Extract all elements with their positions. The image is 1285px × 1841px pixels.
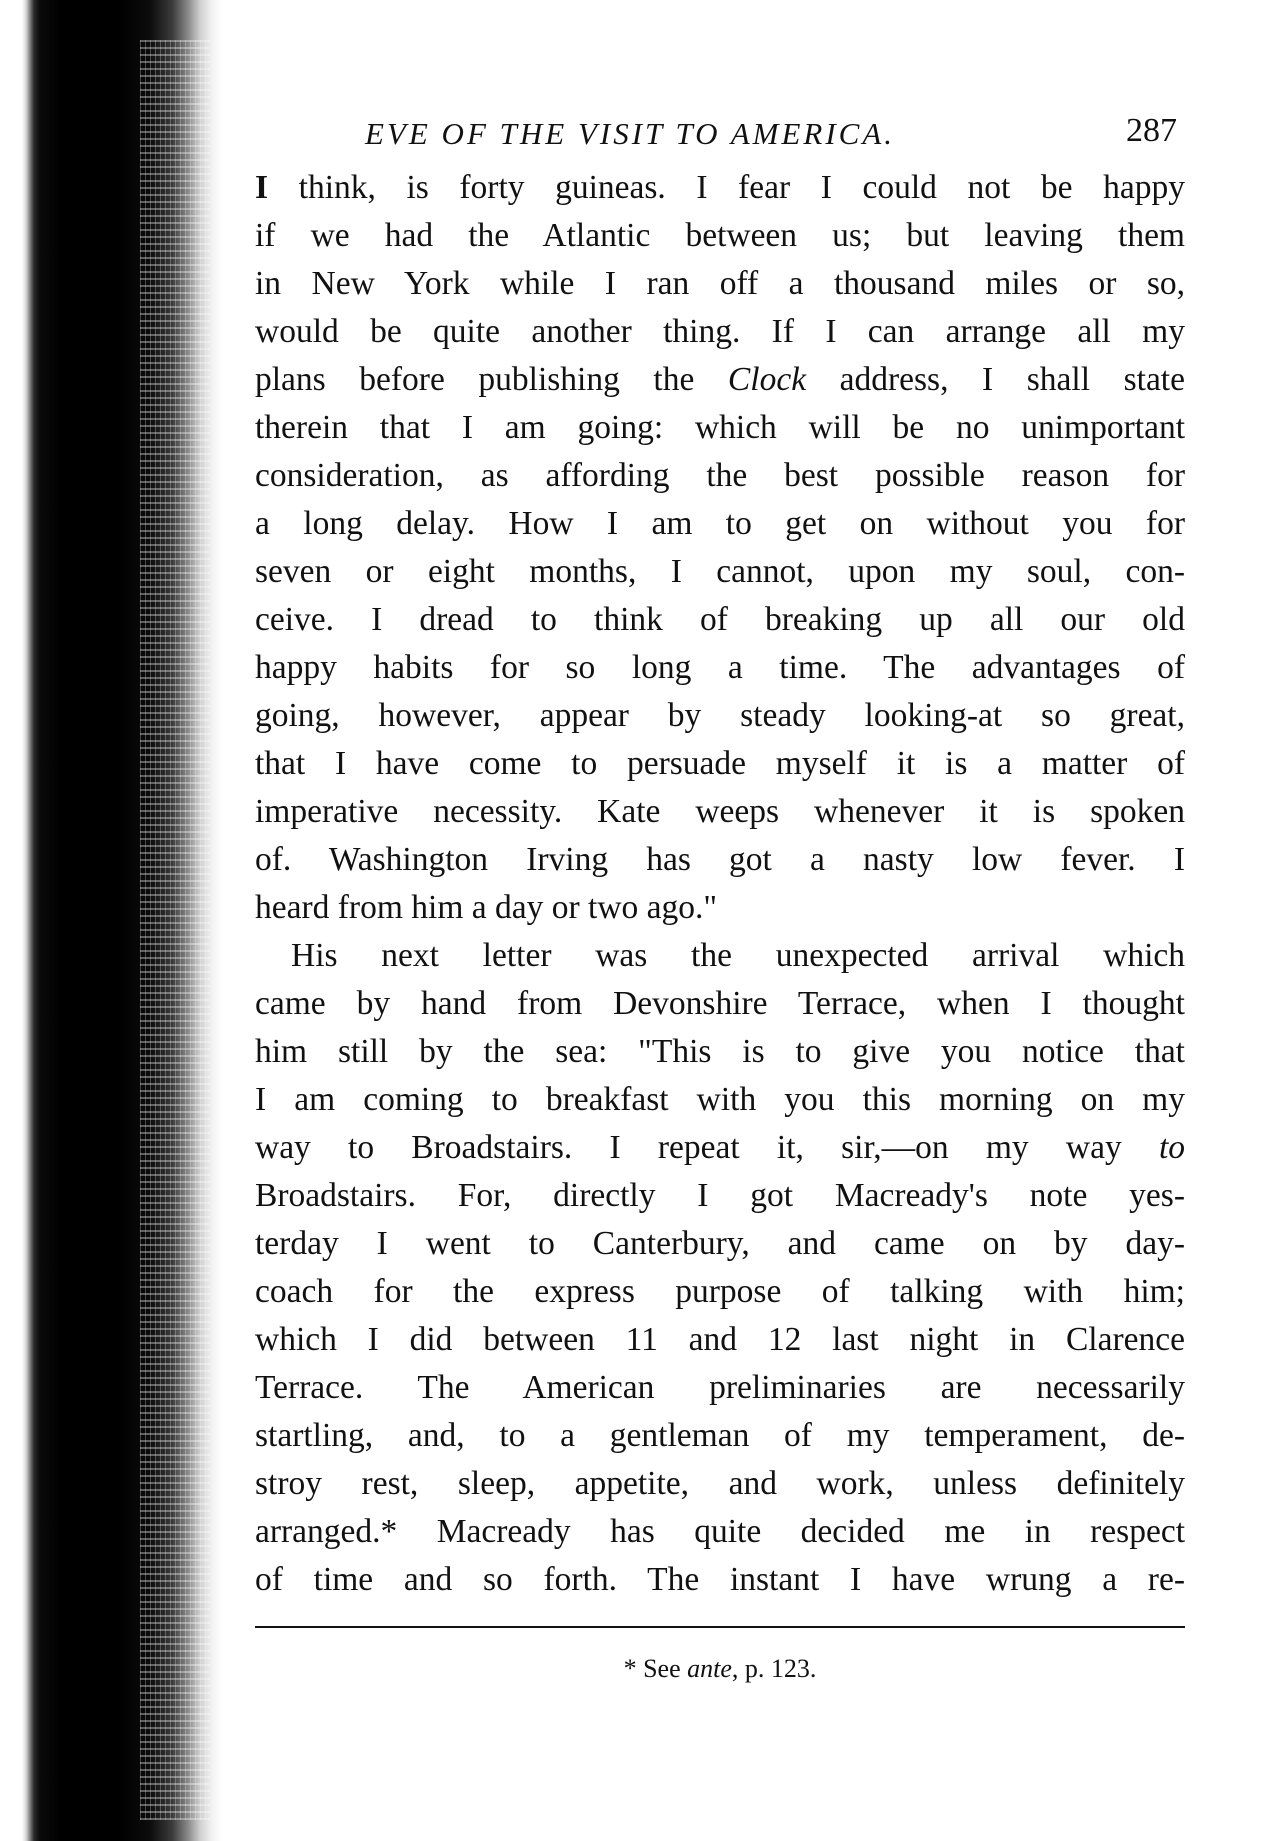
text-line: terday I went to Canterbury, and came on by day- <box>255 1225 1185 1262</box>
footnote <box>255 1654 1185 1684</box>
text-line: came by hand from Devonshire Terrace, when I thought <box>255 985 1185 1022</box>
text-line: of. Washington Irving has got a nasty low fever. I <box>255 841 1185 878</box>
gutter-speckle <box>140 40 210 1820</box>
text-line: heard from him a day or two ago." <box>255 889 718 926</box>
text-line: which I did between 11 and 12 last night in Clarence <box>255 1321 1185 1358</box>
body-text <box>255 164 1185 1604</box>
running-header <box>255 100 1185 156</box>
text-line: Broadstairs. For, directly I got Macready's note yes- <box>255 1177 1185 1214</box>
text-line: consideration, as affording the best possible reason for <box>255 457 1185 494</box>
text-line: of time and so forth. The instant I have wrung a re- <box>255 1561 1185 1598</box>
text-line: if we had the Atlantic between us; but leaving them <box>255 217 1185 254</box>
text-line: seven or eight months, I cannot, upon my soul, con- <box>255 553 1185 590</box>
footnote-marker: * See <box>623 1654 681 1683</box>
text-line-paragraph-start: His next letter was the unexpected arrival which <box>291 937 1185 974</box>
text-line: Terrace. The American preliminaries are necessarily <box>255 1369 1185 1406</box>
footnote-divider <box>255 1626 1185 1628</box>
text-line: therein that I am going: which will be no unimportant <box>255 409 1185 446</box>
text-line: him still by the sea: "This is to give you notice that <box>255 1033 1185 1070</box>
text-line: a long delay. How I am to get on without you for <box>255 505 1185 542</box>
text-line: happy habits for so long a time. The advantages of <box>255 649 1185 686</box>
running-title: EVE OF THE VISIT TO AMERICA. <box>365 116 896 151</box>
text-line: stroy rest, sleep, appetite, and work, unless definitely <box>255 1465 1185 1502</box>
text-line: I am coming to breakfast with you this morning on my <box>255 1081 1185 1118</box>
text-line: imperative necessity. Kate weeps whenever it is spoken <box>255 793 1185 830</box>
text-line: would be quite another thing. If I can arrange all my <box>255 313 1185 350</box>
text-line: arranged.* Macready has quite decided me in respect <box>255 1513 1185 1550</box>
footnote-page: , p. 123. <box>731 1654 817 1683</box>
book-page <box>255 100 1185 1684</box>
text-line: going, however, appear by steady looking-at so great, <box>255 697 1185 734</box>
text-line: plans before publishing the Clock address, I shall state <box>255 361 1185 398</box>
text-line: ceive. I dread to think of breaking up all our old <box>255 601 1185 638</box>
footnote-ref: ante <box>687 1654 732 1683</box>
text-line: startling, and, to a gentleman of my temperament, de- <box>255 1417 1185 1454</box>
page-number: 287 <box>1126 112 1177 149</box>
text-line: I think, is forty guineas. I fear I could not be happy <box>255 169 1185 206</box>
text-line: way to Broadstairs. I repeat it, sir,—on my way to <box>255 1129 1185 1166</box>
text-line: in New York while I ran off a thousand miles or so, <box>255 265 1185 302</box>
text-line: that I have come to persuade myself it is a matter of <box>255 745 1185 782</box>
text-line: coach for the express purpose of talking with him; <box>255 1273 1185 1310</box>
